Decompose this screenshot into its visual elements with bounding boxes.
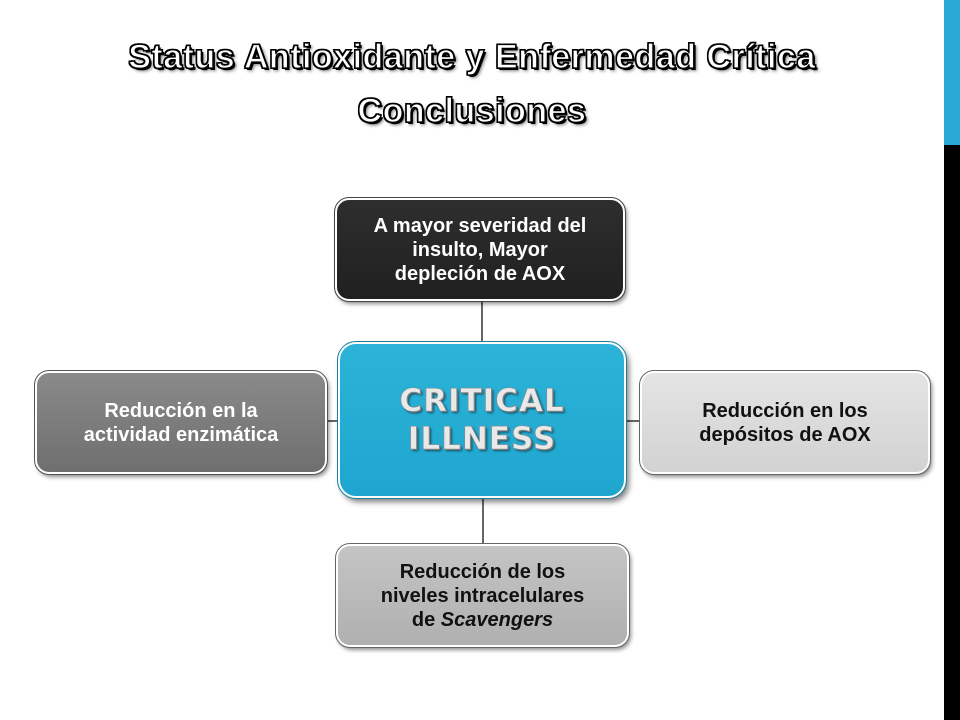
slide-subtitle: Conclusiones <box>357 92 587 130</box>
node-aox-deposits <box>640 371 930 474</box>
node-deposits-line2: depósitos de AOX <box>699 423 871 446</box>
node-scavengers-line2: niveles intracelulares <box>380 584 585 607</box>
node-scavengers-line1: Reducción de los <box>399 560 566 583</box>
node-scavengers-italic: Scavengers <box>440 608 554 631</box>
slide-title: Status Antioxidante y Enfermedad Crítica <box>128 38 816 76</box>
node-enzymatic-activity <box>35 371 327 474</box>
node-severity-line1: A mayor severidad del <box>373 214 587 237</box>
node-scavengers <box>336 544 629 647</box>
center-node-critical-illness <box>338 342 626 498</box>
right-accent-bar <box>944 0 960 145</box>
node-deposits-line1: Reducción en los <box>702 399 868 422</box>
node-enzymatic-line1: Reducción en la <box>104 399 258 422</box>
node-scavengers-line3 <box>381 608 584 632</box>
center-line1: CRITICAL <box>399 383 565 419</box>
node-severity-line2: insulto, Mayor <box>412 238 548 261</box>
center-line2: ILLNESS <box>407 421 557 457</box>
node-severity-line3: depleción de AOX <box>394 262 566 285</box>
node-severity <box>335 198 625 301</box>
node-enzymatic-line2: actividad enzimática <box>83 423 279 446</box>
node-scavengers-prefix: de <box>411 608 441 631</box>
